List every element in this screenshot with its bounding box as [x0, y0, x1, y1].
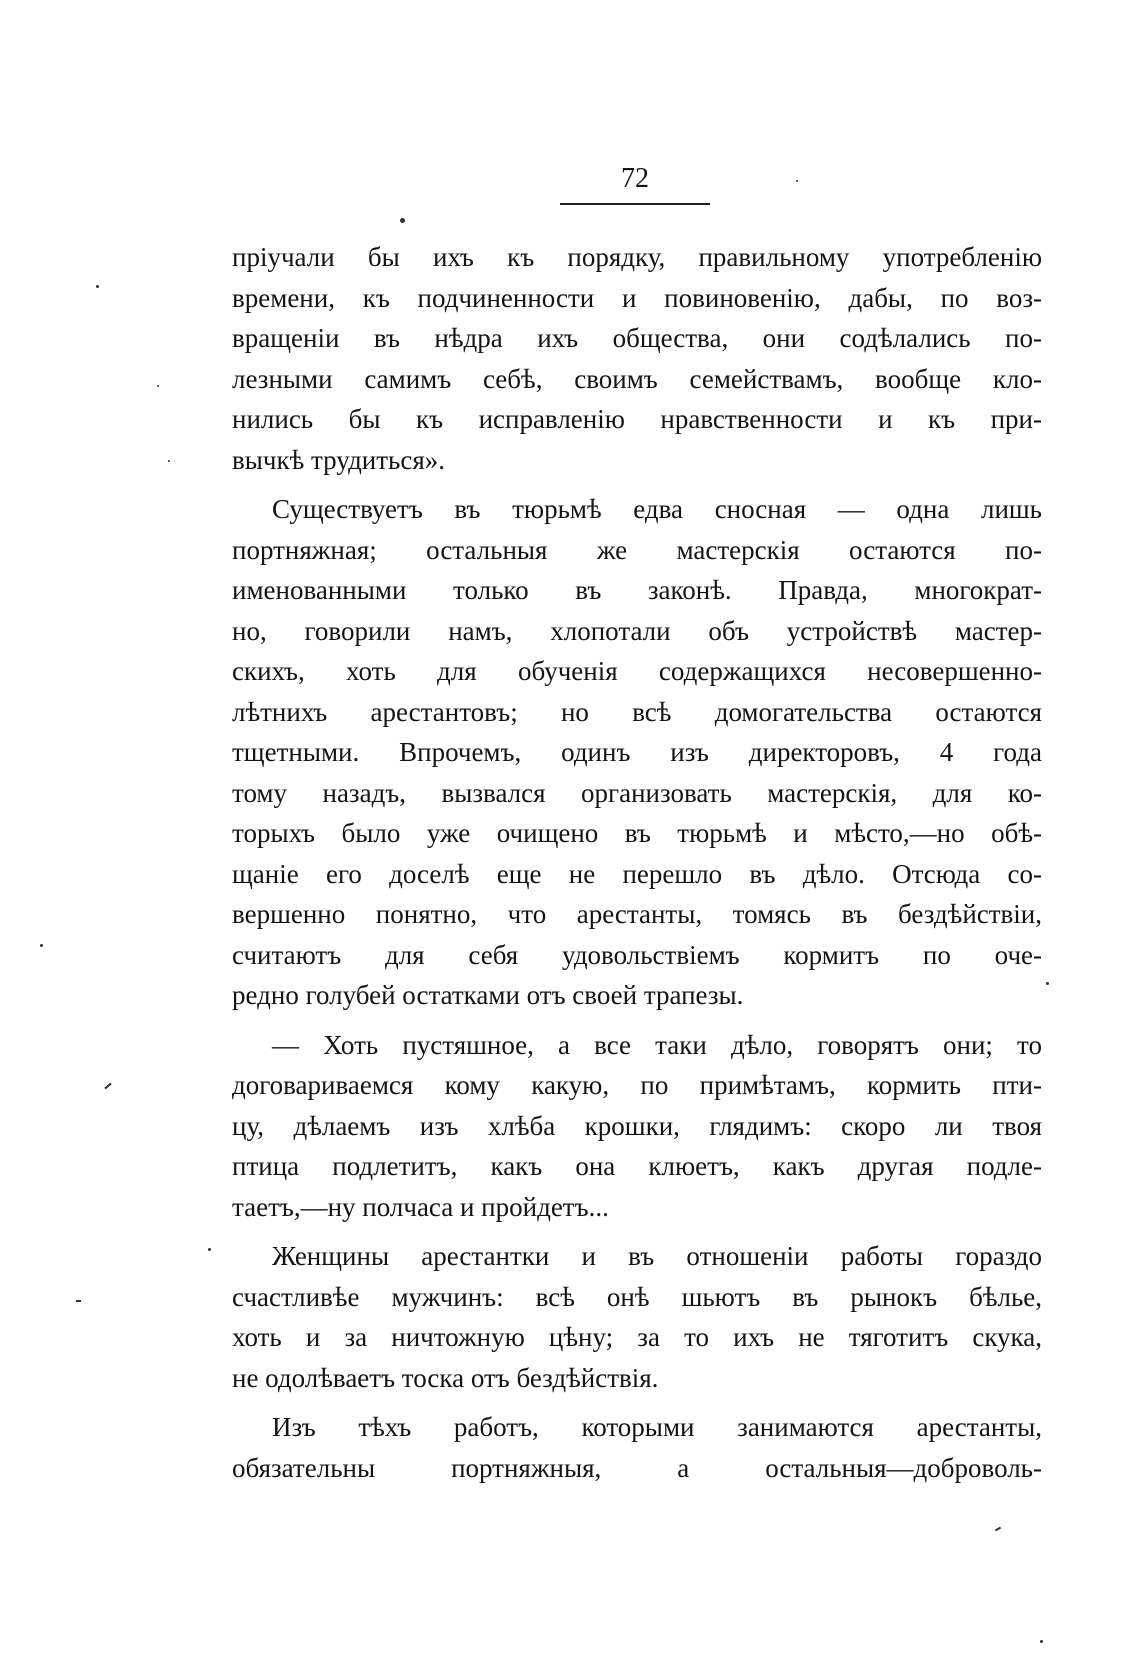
scan-speck [1046, 982, 1049, 985]
scan-speck [1040, 1640, 1043, 1643]
scan-speck [208, 1248, 211, 1251]
paragraph [232, 237, 1042, 480]
body-text [232, 237, 1042, 1488]
text-line: Изъ тѣхъ работъ, которыми занимаются арестанты, [272, 1412, 1042, 1442]
text-line: нились бы къ исправленію нравственности и къ при- [232, 404, 1042, 434]
paragraph [232, 1025, 1042, 1228]
paragraph [232, 489, 1042, 1016]
text-line: Женщины арестантки и въ отношеніи работы гораздо [272, 1241, 1042, 1271]
text-line: хоть и за ничтожную цѣну; за то ихъ не тяготитъ скука, [232, 1322, 1042, 1352]
paragraph-gap [232, 1398, 1042, 1407]
text-line: вершенно понятно, что арестанты, томясь въ бездѣйствіи, [232, 899, 1042, 929]
scan-speck [796, 180, 798, 182]
text-line: редно голубей остатками отъ своей трапезы. [232, 980, 744, 1010]
text-line: именованными только въ законѣ. Правда, многократ- [232, 575, 1042, 605]
text-line: не одолѣваетъ тоска отъ бездѣйствія. [232, 1362, 659, 1393]
text-line: лезными самимъ себѣ, своимъ семействамъ, вообще кло- [232, 363, 1042, 394]
text-line: таетъ,—ну полчаса и пройдетъ... [232, 1191, 609, 1222]
page-number: 72 [621, 163, 649, 194]
text-line: вычкѣ трудиться». [232, 444, 446, 475]
text-line: договариваемся кому какую, по примѣтамъ, кормить пти- [232, 1070, 1042, 1100]
scan-speck [995, 1527, 1001, 1532]
scan-speck [76, 1300, 81, 1302]
header-rule [560, 203, 710, 205]
text-line: тщетными. Впрочемъ, одинъ изъ директоровъ, 4 года [232, 737, 1042, 767]
paragraph-gap [232, 1227, 1042, 1236]
text-line: времени, къ подчиненности и повиновенію, дабы, по воз- [232, 282, 1042, 313]
text-line: считаютъ для себя удовольствіемъ кормитъ по оче- [232, 939, 1042, 970]
text-line: тому назадъ, вызвался организовать мастерскія, для ко- [232, 777, 1042, 808]
text-line: но, говорили намъ, хлопотали объ устройствѣ мастер- [232, 615, 1042, 646]
scan-speck [96, 285, 99, 288]
text-line: лѣтнихъ арестантовъ; но всѣ домогательства остаются [232, 696, 1042, 727]
text-line: — Хоть пустяшное, а все таки дѣло, говорятъ они; то [272, 1029, 1042, 1060]
text-line: скихъ, хоть для обученія содержащихся несовершенно- [232, 656, 1042, 686]
scan-speck [157, 385, 159, 387]
text-line: торыхъ было уже очищено въ тюрьмѣ и мѣсто,—но обѣ- [232, 818, 1042, 848]
text-line: птица подлетитъ, какъ она клюетъ, какъ другая подле- [232, 1151, 1042, 1181]
paragraph [232, 1407, 1042, 1488]
scan-speck [40, 944, 43, 947]
scan-speck [168, 460, 170, 462]
text-line: Существуетъ въ тюрьмѣ едва сносная — одна лишь [272, 494, 1042, 524]
scan-speck [400, 218, 405, 223]
text-line: счастливѣе мужчинъ: всѣ онѣ шьютъ въ рынокъ бѣлье, [232, 1281, 1042, 1312]
text-line: обязательны портняжныя, а остальныя—доброволь- [232, 1452, 1042, 1483]
text-line: портняжная; остальныя же мастерскія остаются по- [232, 534, 1042, 565]
text-line: вращеніи въ нѣдра ихъ общества, они содѣлались по- [232, 323, 1042, 353]
paragraph [232, 1236, 1042, 1398]
paragraph-gap [232, 480, 1042, 489]
paragraph-gap [232, 1016, 1042, 1025]
scan-speck [104, 1083, 111, 1090]
text-line: щаніе его доселѣ еще не перешло въ дѣло. Отсюда со- [232, 858, 1042, 889]
text-line: пріучали бы ихъ къ порядку, правильному употребленію [232, 242, 1042, 272]
text-line: цу, дѣлаемъ изъ хлѣба крошки, глядимъ: скоро ли твоя [232, 1110, 1042, 1141]
